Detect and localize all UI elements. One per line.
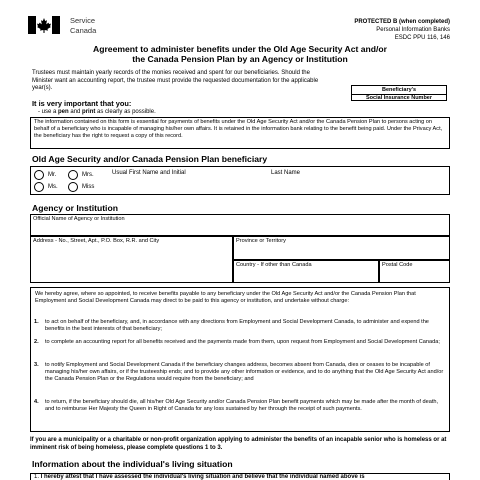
- pen-instruction-post: as clearly as possible.: [95, 109, 156, 115]
- ms-label: Ms.: [48, 184, 58, 190]
- sin-field[interactable]: [351, 85, 447, 101]
- sin-label-line-2: Social Insurance Number: [352, 94, 446, 102]
- miss-radio[interactable]: [68, 182, 78, 192]
- agreement-item-text: to complete an accounting report for all benefits received and the payments made from them, upon request from Employment and Social Development Canada;: [45, 339, 440, 345]
- protection-header: [354, 18, 450, 42]
- province-label: Province or Territory: [236, 238, 286, 244]
- first-name-field[interactable]: Usual First Name and Initial: [112, 170, 186, 176]
- living-situation-heading: Information about the individual's living situation: [32, 459, 233, 469]
- country-field[interactable]: [233, 260, 379, 283]
- agreement-item-number: 3.: [34, 362, 39, 368]
- country-label: Country - If other than Canada: [236, 262, 312, 268]
- canada-flag-icon: [28, 16, 60, 34]
- agreement-section: [30, 287, 450, 432]
- form-title-line-2: the Canada Pension Plan by an Agency or Institution: [132, 54, 348, 64]
- agreement-item-number: 1.: [34, 319, 39, 325]
- last-name-field[interactable]: Last Name: [271, 170, 301, 176]
- agency-heading: Agency or Institution: [32, 203, 118, 213]
- department-line-1: Service: [70, 16, 96, 25]
- address-label: Address - No., Street, Apt., P.O. Box, R.R. and City: [33, 238, 160, 244]
- pen-instruction-print: print: [82, 109, 96, 115]
- agreement-item-text: to notify Employment and Social Development Canada if the beneficiary changes address, becomes absent from Canada, dies or ceases to be incapable of managing his/her own affairs, or if the trusteeship ends; and to provide any other information or evidence, and to do anything that the Old Age Security Act and/or the Canada Pension Plan or the Regulations would require from the beneficiary; and: [45, 362, 444, 382]
- protected-label: PROTECTED B (when completed): [354, 19, 450, 25]
- postal-code-field[interactable]: [379, 260, 450, 283]
- beneficiary-section: [30, 166, 450, 195]
- agreement-item-text: to act on behalf of the beneficiary, and, in accordance with any directions from Employment and Social Development Canada, to administer and expend the benefits in the best interests of that beneficiary;: [45, 319, 429, 332]
- miss-label: Miss: [82, 184, 95, 190]
- question-1: [30, 473, 450, 480]
- privacy-notice: The information contained on this form is essential for payments of benefits under the Old Age Security Act and/or the Canada Pension Plan to persons acting on behalf of a beneficiary who is incapable of managing his/her own affairs. It is retained in the information bank relating to the benefit being paid. Under the Privacy Act, the beneficiary has the right to request a copy of this record.: [30, 117, 450, 149]
- sin-label-line-1: Beneficiary's: [381, 87, 417, 93]
- department-name: [70, 16, 96, 36]
- beneficiary-heading: Old Age Security and/or Canada Pension Plan beneficiary: [32, 154, 268, 164]
- ms-radio[interactable]: [34, 182, 44, 192]
- information-bank-label: Personal Information Banks: [376, 27, 450, 33]
- important-heading: It is very important that you:: [32, 99, 132, 108]
- municipality-note: If you are a municipality or a charitable or non-profit organization applying to administer the benefits of an incapable senior who is homeless or at imminent risk of being homeless, please complete questions 1 to 3.: [30, 437, 447, 451]
- mrs-radio[interactable]: [68, 170, 78, 180]
- pen-instruction-mid: and: [68, 109, 83, 115]
- province-field[interactable]: [233, 236, 450, 260]
- agreement-item-number: 2.: [34, 339, 39, 345]
- intro-text: Trustees must maintain yearly records of the monies received and spent for our beneficiaries. Should the Minister want an accounting report, the trustee must provide the requested documentation for the applicable year(s).: [32, 70, 319, 91]
- pen-instruction: [38, 109, 156, 115]
- question-1-number: 1.: [34, 474, 40, 480]
- address-field[interactable]: [30, 236, 233, 283]
- agreement-intro: We hereby agree, where so appointed, to receive benefits payable to any beneficiary under the Old Age Security Act and/or the Canada Pension Plan that Employment and Social Development Canada may direct to be paid to this agency or institution, and undertake without charge:: [35, 291, 416, 304]
- pen-instruction-pre: - use a: [38, 109, 59, 115]
- question-1-text: I hereby attest that I have assessed the individual's living situation and believe that the individual named above is: [40, 474, 365, 480]
- agreement-item-number: 4.: [34, 399, 39, 405]
- mr-radio[interactable]: [34, 170, 44, 180]
- mr-label: Mr.: [48, 172, 57, 178]
- agency-name-label: Official Name of Agency or Institution: [33, 216, 125, 222]
- agency-name-field[interactable]: [30, 214, 450, 236]
- department-line-2: Canada: [70, 26, 97, 35]
- mrs-label: Mrs.: [82, 172, 94, 178]
- form-title: [40, 44, 440, 64]
- agreement-item-text: to return, if the beneficiary should die, all his/her Old Age Security and/or Canada Pension Plan benefit payments which may be made after the month of death, and to reimburse Her Majesty the Queen in Right of Canada for any loss sustained by her through the receipt of such payments.: [45, 399, 439, 412]
- pen-instruction-pen: pen: [58, 109, 69, 115]
- information-bank-code: ESDC PPU 116, 146: [394, 35, 450, 41]
- postal-code-label: Postal Code: [382, 262, 413, 268]
- form-title-line-1: Agreement to administer benefits under the Old Age Security Act and/or: [93, 44, 387, 54]
